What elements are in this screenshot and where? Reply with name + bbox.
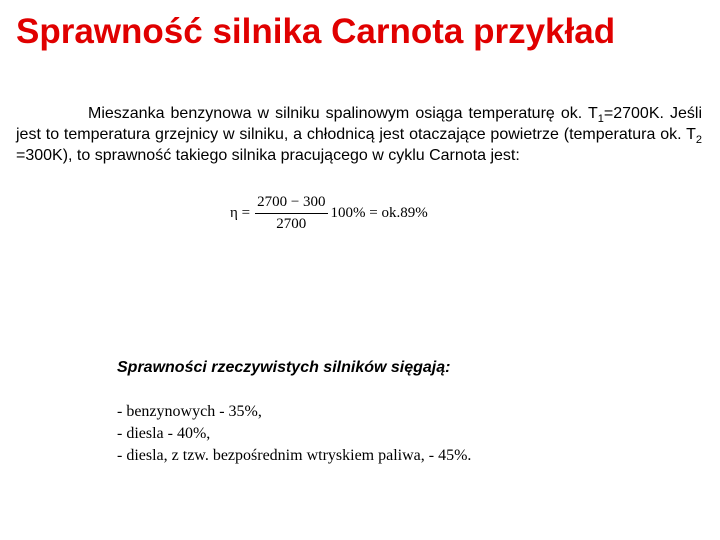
formula-fraction: [255, 194, 327, 233]
intro-text-part-3: =300K), to sprawność takiego silnika pracującego w cyklu Carnota jest:: [16, 147, 520, 164]
subscript-2: 2: [695, 134, 702, 147]
formula-eta-symbol: η =: [230, 204, 251, 221]
formula-denominator: 2700: [276, 215, 307, 232]
list-item: - diesla - 40%,: [117, 425, 211, 442]
real-efficiency-list: [117, 401, 677, 467]
list-item: - benzynowych - 35%,: [117, 403, 262, 420]
subscript-1: 1: [597, 113, 604, 126]
formula-result: 100% = ok.89%: [330, 204, 428, 221]
formula-numerator: 2700 − 300: [255, 194, 327, 214]
slide-title: Sprawność silnika Carnota przykład: [16, 12, 616, 51]
intro-text-part-1: Mieszanka benzynowa w silniku spalinowym osiąga temperaturę ok. T: [88, 105, 598, 122]
real-efficiency-section: [117, 357, 677, 467]
efficiency-formula: [230, 191, 428, 235]
intro-paragraph: [16, 103, 702, 166]
list-item: - diesla, z tzw. bezpośrednim wtryskiem paliwa, - 45%.: [117, 447, 472, 464]
intro-text-part-2: =2700K. Jeśli jest to temperatura grzejnicy w silniku, a chłodnicą jest otaczające powietrze (temperatura ok. T: [16, 105, 702, 143]
real-efficiency-heading: Sprawności rzeczywistych silników sięgają:: [117, 359, 451, 376]
